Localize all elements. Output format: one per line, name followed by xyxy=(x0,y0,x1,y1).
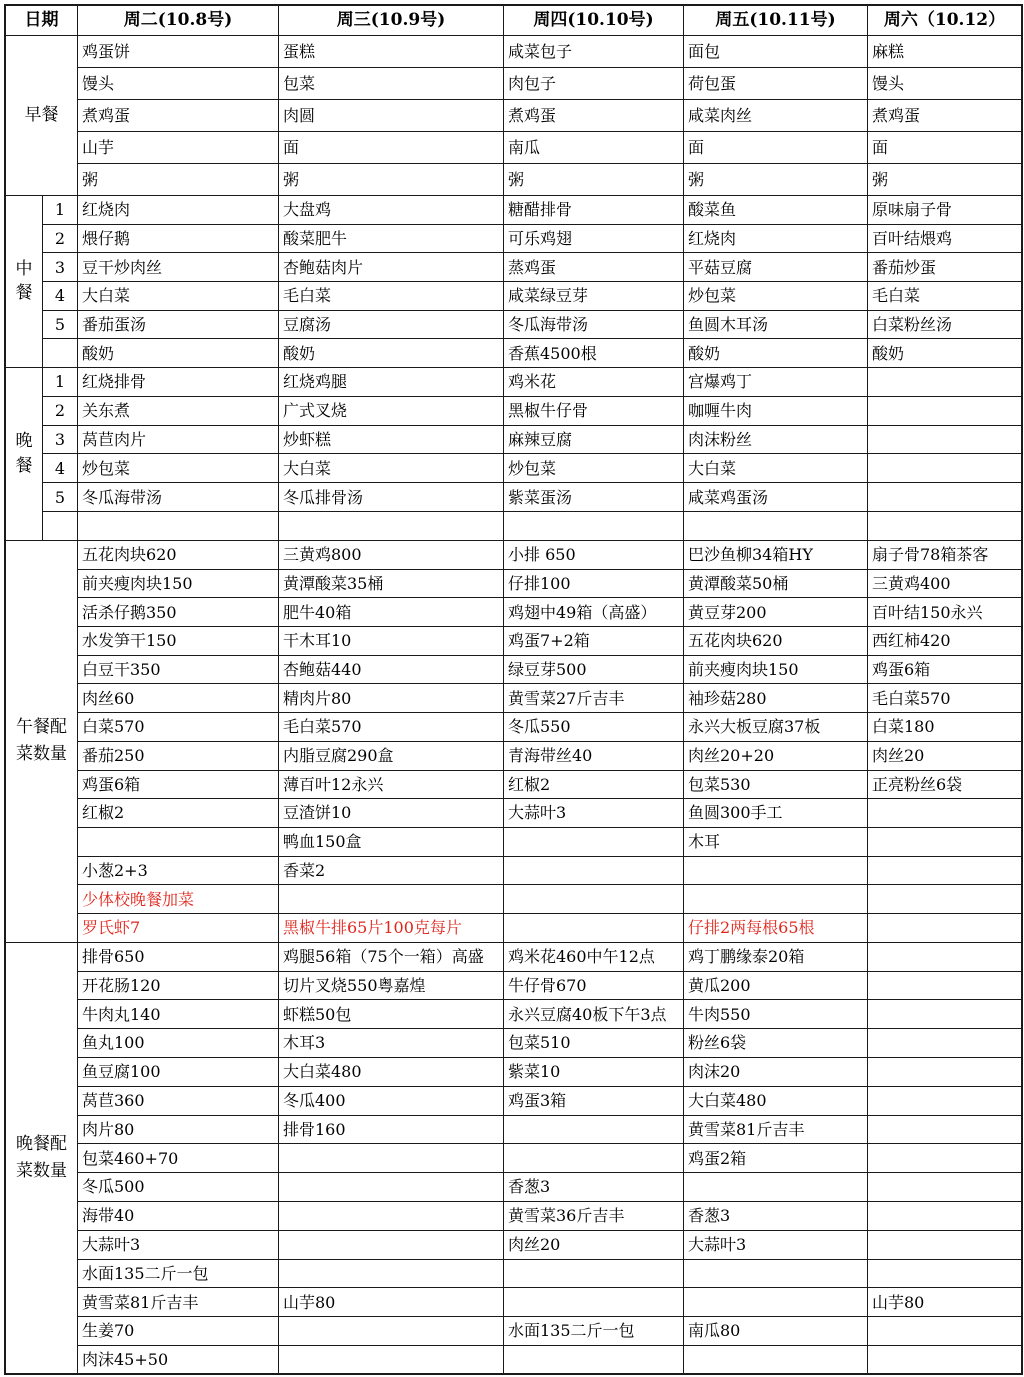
lunch-ingredients-wed-item: 精肉片80 xyxy=(279,684,504,713)
lunch-ingredients-thu-item: 黄雪菜27斤吉丰 xyxy=(504,684,684,713)
dinner-ingredients-thu-item xyxy=(504,1346,684,1375)
lunch-ingredients-fri-item: 五花肉块620 xyxy=(684,627,868,656)
dinner-ingredients-fri-item: 鸡蛋2箱 xyxy=(684,1144,868,1173)
day-header-sat: 周六（10.12） xyxy=(868,6,1023,36)
breakfast-sat-item: 面 xyxy=(868,132,1023,164)
lunch-wed-item: 酸菜肥牛 xyxy=(279,225,504,254)
dinner-ingredients-tue-item: 排骨650 xyxy=(78,943,279,972)
dinner-sat-item xyxy=(868,426,1023,455)
dinner-sat-item xyxy=(868,397,1023,426)
dinner-ingredients-fri-item xyxy=(684,1288,868,1317)
breakfast-fri-item: 咸菜肉丝 xyxy=(684,100,868,132)
dinner-wed-item: 红烧鸡腿 xyxy=(279,368,504,397)
dinner-ingredients-fri-item xyxy=(684,1346,868,1375)
dinner-item-number: 2 xyxy=(43,397,78,426)
dinner-wed-item: 炒虾糕 xyxy=(279,426,504,455)
dinner-ingredients-wed-item xyxy=(279,1231,504,1260)
lunch-ingredients-fri-item: 黄潭酸菜50桶 xyxy=(684,570,868,599)
dinner-ingredients-tue-item: 冬瓜500 xyxy=(78,1173,279,1202)
dinner-ingredients-sat-item xyxy=(868,972,1023,1001)
dinner-ingredients-sat-item xyxy=(868,1346,1023,1375)
lunch-ingredients-wed-item: 杏鲍菇440 xyxy=(279,656,504,685)
dinner-ingredients-sat-item xyxy=(868,1058,1023,1087)
dinner-thu-item: 麻辣豆腐 xyxy=(504,426,684,455)
dinner-ingredients-sat-item xyxy=(868,1317,1023,1346)
dinner-ingredients-wed-item xyxy=(279,1260,504,1289)
dinner-sat-item xyxy=(868,512,1023,541)
dinner-ingredients-sat-item xyxy=(868,1231,1023,1260)
dinner-tue-item: 红烧排骨 xyxy=(78,368,279,397)
lunch-fri-item: 酸菜鱼 xyxy=(684,196,868,225)
dinner-tue-item: 炒包菜 xyxy=(78,454,279,483)
lunch-ingredients-tue-item: 鸡蛋6箱 xyxy=(78,771,279,800)
lunch-fri-item: 红烧肉 xyxy=(684,225,868,254)
breakfast-sat-item: 馒头 xyxy=(868,68,1023,100)
breakfast-section-label-text: 早餐 xyxy=(24,104,59,125)
lunch-ingredients-tue-item: 五花肉块620 xyxy=(78,541,279,570)
dinner-ingredients-tue-item: 开花肠120 xyxy=(78,972,279,1001)
lunch-ingredients-tue-item: 水发笋干150 xyxy=(78,627,279,656)
dinner-ingredients-thu-item: 肉丝20 xyxy=(504,1231,684,1260)
lunch-item-number: 2 xyxy=(43,225,78,254)
lunch-ingredients-sat-item xyxy=(868,885,1023,914)
lunch-ingredients-thu-item: 小排 650 xyxy=(504,541,684,570)
dinner-item-number xyxy=(43,512,78,541)
lunch-item-number: 4 xyxy=(43,282,78,311)
dinner-ingredients-wed-item: 切片叉烧550粤嘉煌 xyxy=(279,972,504,1001)
dinner-ingredients-thu-item: 黄雪菜36斤吉丰 xyxy=(504,1202,684,1231)
lunch-fri-item: 酸奶 xyxy=(684,339,868,368)
lunch-ingredients-thu-item xyxy=(504,857,684,886)
lunch-item-number: 3 xyxy=(43,253,78,282)
dinner-ingredients-fri-item: 香葱3 xyxy=(684,1202,868,1231)
lunch-ingredients-wed-item: 干木耳10 xyxy=(279,627,504,656)
lunch-ingredients-fri-item xyxy=(684,857,868,886)
dinner-ingredients-thu-item: 鸡米花460中午12点 xyxy=(504,943,684,972)
dinner-fri-item xyxy=(684,512,868,541)
lunch-ingredients-sat-item: 肉丝20 xyxy=(868,742,1023,771)
lunch-ingredients-fri-item: 黄豆芽200 xyxy=(684,598,868,627)
dinner-wed-item: 冬瓜排骨汤 xyxy=(279,483,504,512)
dinner-ingredients-thu-item xyxy=(504,1116,684,1145)
lunch-ingredients-wed-item: 豆渣饼10 xyxy=(279,799,504,828)
lunch-ingredients-fri-item: 巴沙鱼柳34箱HY xyxy=(684,541,868,570)
dinner-item-number: 1 xyxy=(43,368,78,397)
lunch-fri-item: 炒包菜 xyxy=(684,282,868,311)
breakfast-fri-item: 面包 xyxy=(684,36,868,68)
dinner-section-label xyxy=(6,368,43,541)
breakfast-thu-item: 肉包子 xyxy=(504,68,684,100)
lunch-ingredients-wed-item: 肥牛40箱 xyxy=(279,598,504,627)
lunch-section-label xyxy=(6,196,43,368)
dinner-ingredients-fri-item: 黄瓜200 xyxy=(684,972,868,1001)
lunch-ingredients-sat-item: 百叶结150永兴 xyxy=(868,598,1023,627)
lunch-ingredients-tue-item: 肉丝60 xyxy=(78,684,279,713)
lunch-ingredients-fri-item: 肉丝20+20 xyxy=(684,742,868,771)
dinner-ingredients-tue-item: 鱼丸100 xyxy=(78,1029,279,1058)
lunch-ingredients-tue-item: 红椒2 xyxy=(78,799,279,828)
lunch-ingredients-fri-item: 仔排2两每根65根 xyxy=(684,914,868,943)
dinner-ingredients-sat-item: 山芋80 xyxy=(868,1288,1023,1317)
dinner-ingredients-tue-item: 包菜460+70 xyxy=(78,1144,279,1173)
dinner-item-number: 3 xyxy=(43,426,78,455)
lunch-ingredients-thu-item xyxy=(504,828,684,857)
dinner-tue-item: 关东煮 xyxy=(78,397,279,426)
breakfast-wed-item: 包菜 xyxy=(279,68,504,100)
dinner-fri-item: 咖喱牛肉 xyxy=(684,397,868,426)
lunch-ingredients-wed-item: 香菜2 xyxy=(279,857,504,886)
dinner-ingredients-tue-item: 牛肉丸140 xyxy=(78,1000,279,1029)
lunch-tue-item: 大白菜 xyxy=(78,282,279,311)
lunch-thu-item: 咸菜绿豆芽 xyxy=(504,282,684,311)
weekly-menu-table xyxy=(4,4,1023,1375)
lunch-ingredients-wed-item: 内脂豆腐290盒 xyxy=(279,742,504,771)
lunch-ingredients-thu-item: 绿豆芽500 xyxy=(504,656,684,685)
dinner-ingredients-wed-item: 鸡腿56箱（75个一箱）高盛 xyxy=(279,943,504,972)
lunch-item-number: 1 xyxy=(43,196,78,225)
lunch-ingredients-sat-item: 毛白菜570 xyxy=(868,684,1023,713)
dinner-ingredients-wed-item: 冬瓜400 xyxy=(279,1087,504,1116)
dinner-tue-item: 冬瓜海带汤 xyxy=(78,483,279,512)
dinner-ingredients-wed-item: 排骨160 xyxy=(279,1116,504,1145)
dinner-ingredients-tue-item: 鱼豆腐100 xyxy=(78,1058,279,1087)
lunch-thu-item: 蒸鸡蛋 xyxy=(504,253,684,282)
dinner-ingredients-wed-item xyxy=(279,1317,504,1346)
lunch-ingredients-tue-item: 前夹瘦肉块150 xyxy=(78,570,279,599)
dinner-ingredients-tue-item: 大蒜叶3 xyxy=(78,1231,279,1260)
lunch-section-label-text: 中餐 xyxy=(15,258,33,304)
dinner-wed-item: 广式叉烧 xyxy=(279,397,504,426)
lunch-ingredients-thu-item xyxy=(504,914,684,943)
lunch-sat-item: 白菜粉丝汤 xyxy=(868,311,1023,340)
dinner-ingredients-thu-item: 牛仔骨670 xyxy=(504,972,684,1001)
lunch-ingredients-sat-item xyxy=(868,799,1023,828)
lunch-ingredients-wed-item xyxy=(279,885,504,914)
dinner-ingredients-fri-item: 鸡丁鹏缘泰20箱 xyxy=(684,943,868,972)
lunch-ingredients-sat-item: 鸡蛋6箱 xyxy=(868,656,1023,685)
lunch-ingredients-tue-item: 罗氏虾7 xyxy=(78,914,279,943)
dinner-thu-item: 紫菜蛋汤 xyxy=(504,483,684,512)
dinner-wed-item: 大白菜 xyxy=(279,454,504,483)
dinner-ingredients-wed-item: 木耳3 xyxy=(279,1029,504,1058)
lunch-ingredients-tue-item: 少体校晚餐加菜 xyxy=(78,885,279,914)
breakfast-thu-item: 咸菜包子 xyxy=(504,36,684,68)
breakfast-thu-item: 煮鸡蛋 xyxy=(504,100,684,132)
breakfast-thu-item: 粥 xyxy=(504,164,684,196)
lunch-ingredients-sat-item: 扇子骨78箱茶客 xyxy=(868,541,1023,570)
lunch-fri-item: 鱼圆木耳汤 xyxy=(684,311,868,340)
dinner-thu-item: 鸡米花 xyxy=(504,368,684,397)
lunch-ingredients-wed-item: 鸭血150盒 xyxy=(279,828,504,857)
lunch-ingredients-fri-item: 袖珍菇280 xyxy=(684,684,868,713)
dinner-ingredients-sat-item xyxy=(868,1173,1023,1202)
dinner-tue-item xyxy=(78,512,279,541)
lunch-ingredients-thu-item: 冬瓜550 xyxy=(504,713,684,742)
dinner-sat-item xyxy=(868,368,1023,397)
dinner-ingredients-sat-item xyxy=(868,1116,1023,1145)
dinner-fri-item: 咸菜鸡蛋汤 xyxy=(684,483,868,512)
lunch-ingredients-fri-item xyxy=(684,885,868,914)
breakfast-wed-item: 面 xyxy=(279,132,504,164)
dinner-ingredients-wed-item: 虾糕50包 xyxy=(279,1000,504,1029)
lunch-ingredients-wed-item: 薄百叶12永兴 xyxy=(279,771,504,800)
dinner-ingredients-sat-item xyxy=(868,1087,1023,1116)
dinner-wed-item xyxy=(279,512,504,541)
lunch-ingredients-tue-item: 番茄250 xyxy=(78,742,279,771)
dinner-item-number: 4 xyxy=(43,454,78,483)
breakfast-thu-item: 南瓜 xyxy=(504,132,684,164)
lunch-ingredients-wed-item: 三黄鸡800 xyxy=(279,541,504,570)
dinner-ingredients-thu-item xyxy=(504,1144,684,1173)
lunch-tue-item: 煨仔鹅 xyxy=(78,225,279,254)
lunch-ingredients-thu-item xyxy=(504,885,684,914)
lunch-ingredients-thu-item: 仔排100 xyxy=(504,570,684,599)
dinner-ingredients-wed-item: 大白菜480 xyxy=(279,1058,504,1087)
dinner-ingredients-fri-item: 牛肉550 xyxy=(684,1000,868,1029)
lunch-item-number xyxy=(43,339,78,368)
breakfast-sat-item: 麻糕 xyxy=(868,36,1023,68)
lunch-wed-item: 大盘鸡 xyxy=(279,196,504,225)
day-header-tue: 周二(10.8号) xyxy=(78,6,279,36)
dinner-ingredients-fri-item: 黄雪菜81斤吉丰 xyxy=(684,1116,868,1145)
lunch-ingredients-thu-item: 鸡蛋7+2箱 xyxy=(504,627,684,656)
dinner-ingredients-sat-item xyxy=(868,1029,1023,1058)
breakfast-fri-item: 荷包蛋 xyxy=(684,68,868,100)
dinner-ingredients-wed-item xyxy=(279,1173,504,1202)
breakfast-wed-item: 粥 xyxy=(279,164,504,196)
lunch-sat-item: 原味扇子骨 xyxy=(868,196,1023,225)
lunch-ingredients-fri-item: 前夹瘦肉块150 xyxy=(684,656,868,685)
breakfast-section-label xyxy=(6,36,78,196)
lunch-item-number: 5 xyxy=(43,311,78,340)
dinner-fri-item: 肉沫粉丝 xyxy=(684,426,868,455)
lunch-wed-item: 杏鲍菇肉片 xyxy=(279,253,504,282)
breakfast-tue-item: 粥 xyxy=(78,164,279,196)
dinner-ingredients-wed-item xyxy=(279,1346,504,1375)
day-header-fri: 周五(10.11号) xyxy=(684,6,868,36)
breakfast-wed-item: 肉圆 xyxy=(279,100,504,132)
lunch-wed-item: 酸奶 xyxy=(279,339,504,368)
lunch-ingredients-tue-item: 小葱2+3 xyxy=(78,857,279,886)
lunch-ingredients-section-label-text: 午餐配菜数量 xyxy=(15,717,67,765)
breakfast-fri-item: 粥 xyxy=(684,164,868,196)
lunch-ingredients-thu-item: 青海带丝40 xyxy=(504,742,684,771)
lunch-ingredients-fri-item: 永兴大板豆腐37板 xyxy=(684,713,868,742)
lunch-tue-item: 酸奶 xyxy=(78,339,279,368)
dinner-ingredients-thu-item: 香葱3 xyxy=(504,1173,684,1202)
breakfast-tue-item: 山芋 xyxy=(78,132,279,164)
lunch-ingredients-sat-item xyxy=(868,857,1023,886)
dinner-ingredients-section-label xyxy=(6,943,78,1375)
dinner-thu-item: 炒包菜 xyxy=(504,454,684,483)
dinner-ingredients-fri-item xyxy=(684,1173,868,1202)
lunch-ingredients-tue-item: 活杀仔鹅350 xyxy=(78,598,279,627)
dinner-ingredients-thu-item xyxy=(504,1260,684,1289)
breakfast-wed-item: 蛋糕 xyxy=(279,36,504,68)
breakfast-tue-item: 煮鸡蛋 xyxy=(78,100,279,132)
lunch-ingredients-sat-item: 西红柿420 xyxy=(868,627,1023,656)
dinner-ingredients-fri-item: 南瓜80 xyxy=(684,1317,868,1346)
breakfast-tue-item: 馒头 xyxy=(78,68,279,100)
lunch-sat-item: 酸奶 xyxy=(868,339,1023,368)
dinner-ingredients-wed-item xyxy=(279,1144,504,1173)
breakfast-tue-item: 鸡蛋饼 xyxy=(78,36,279,68)
dinner-ingredients-fri-item: 粉丝6袋 xyxy=(684,1029,868,1058)
lunch-ingredients-tue-item xyxy=(78,828,279,857)
dinner-thu-item: 黑椒牛仔骨 xyxy=(504,397,684,426)
dinner-ingredients-thu-item: 水面135二斤一包 xyxy=(504,1317,684,1346)
lunch-ingredients-thu-item: 大蒜叶3 xyxy=(504,799,684,828)
lunch-sat-item: 毛白菜 xyxy=(868,282,1023,311)
lunch-ingredients-thu-item: 红椒2 xyxy=(504,771,684,800)
day-header-thu: 周四(10.10号) xyxy=(504,6,684,36)
lunch-ingredients-sat-item: 三黄鸡400 xyxy=(868,570,1023,599)
dinner-ingredients-fri-item xyxy=(684,1260,868,1289)
dinner-tue-item: 莴苣肉片 xyxy=(78,426,279,455)
date-header: 日期 xyxy=(6,6,78,36)
dinner-ingredients-fri-item: 大白菜480 xyxy=(684,1087,868,1116)
lunch-ingredients-sat-item xyxy=(868,828,1023,857)
lunch-tue-item: 红烧肉 xyxy=(78,196,279,225)
dinner-item-number: 5 xyxy=(43,483,78,512)
dinner-ingredients-thu-item: 鸡蛋3箱 xyxy=(504,1087,684,1116)
dinner-ingredients-wed-item: 山芋80 xyxy=(279,1288,504,1317)
dinner-ingredients-sat-item xyxy=(868,1202,1023,1231)
lunch-tue-item: 豆干炒肉丝 xyxy=(78,253,279,282)
dinner-ingredients-thu-item: 永兴豆腐40板下午3点 xyxy=(504,1000,684,1029)
dinner-ingredients-thu-item xyxy=(504,1288,684,1317)
lunch-ingredients-wed-item: 毛白菜570 xyxy=(279,713,504,742)
lunch-ingredients-fri-item: 包菜530 xyxy=(684,771,868,800)
dinner-ingredients-tue-item: 肉沫45+50 xyxy=(78,1346,279,1375)
lunch-ingredients-sat-item: 白菜180 xyxy=(868,713,1023,742)
dinner-ingredients-tue-item: 肉片80 xyxy=(78,1116,279,1145)
lunch-ingredients-fri-item: 木耳 xyxy=(684,828,868,857)
dinner-ingredients-sat-item xyxy=(868,1000,1023,1029)
lunch-ingredients-thu-item: 鸡翅中49箱（高盛） xyxy=(504,598,684,627)
dinner-ingredients-fri-item: 大蒜叶3 xyxy=(684,1231,868,1260)
lunch-sat-item: 番茄炒蛋 xyxy=(868,253,1023,282)
dinner-ingredients-wed-item xyxy=(279,1202,504,1231)
lunch-thu-item: 香蕉4500根 xyxy=(504,339,684,368)
dinner-ingredients-tue-item: 海带40 xyxy=(78,1202,279,1231)
lunch-wed-item: 豆腐汤 xyxy=(279,311,504,340)
dinner-fri-item: 宫爆鸡丁 xyxy=(684,368,868,397)
dinner-ingredients-sat-item xyxy=(868,1144,1023,1173)
lunch-ingredients-tue-item: 白菜570 xyxy=(78,713,279,742)
dinner-ingredients-tue-item: 莴苣360 xyxy=(78,1087,279,1116)
lunch-thu-item: 糖醋排骨 xyxy=(504,196,684,225)
lunch-thu-item: 冬瓜海带汤 xyxy=(504,311,684,340)
lunch-ingredients-fri-item: 鱼圆300手工 xyxy=(684,799,868,828)
lunch-ingredients-wed-item: 黄潭酸菜35桶 xyxy=(279,570,504,599)
dinner-ingredients-section-label-text: 晚餐配菜数量 xyxy=(15,1133,67,1181)
dinner-ingredients-tue-item: 水面135二斤一包 xyxy=(78,1260,279,1289)
dinner-ingredients-sat-item xyxy=(868,1260,1023,1289)
lunch-tue-item: 番茄蛋汤 xyxy=(78,311,279,340)
lunch-ingredients-sat-item xyxy=(868,914,1023,943)
dinner-sat-item xyxy=(868,454,1023,483)
dinner-ingredients-thu-item: 紫菜10 xyxy=(504,1058,684,1087)
day-header-wed: 周三(10.9号) xyxy=(279,6,504,36)
breakfast-sat-item: 煮鸡蛋 xyxy=(868,100,1023,132)
dinner-ingredients-tue-item: 生姜70 xyxy=(78,1317,279,1346)
dinner-ingredients-sat-item xyxy=(868,943,1023,972)
lunch-ingredients-sat-item: 正亮粉丝6袋 xyxy=(868,771,1023,800)
dinner-section-label-text: 晚餐 xyxy=(15,431,33,476)
lunch-fri-item: 平菇豆腐 xyxy=(684,253,868,282)
lunch-thu-item: 可乐鸡翅 xyxy=(504,225,684,254)
lunch-sat-item: 百叶结煨鸡 xyxy=(868,225,1023,254)
dinner-ingredients-fri-item: 肉沫20 xyxy=(684,1058,868,1087)
dinner-ingredients-tue-item: 黄雪菜81斤吉丰 xyxy=(78,1288,279,1317)
breakfast-fri-item: 面 xyxy=(684,132,868,164)
dinner-sat-item xyxy=(868,483,1023,512)
lunch-ingredients-section-label xyxy=(6,541,78,943)
lunch-ingredients-tue-item: 白豆干350 xyxy=(78,656,279,685)
dinner-fri-item: 大白菜 xyxy=(684,454,868,483)
lunch-ingredients-wed-item: 黑椒牛排65片100克每片 xyxy=(279,914,504,943)
dinner-thu-item xyxy=(504,512,684,541)
lunch-wed-item: 毛白菜 xyxy=(279,282,504,311)
dinner-ingredients-thu-item: 包菜510 xyxy=(504,1029,684,1058)
breakfast-sat-item: 粥 xyxy=(868,164,1023,196)
